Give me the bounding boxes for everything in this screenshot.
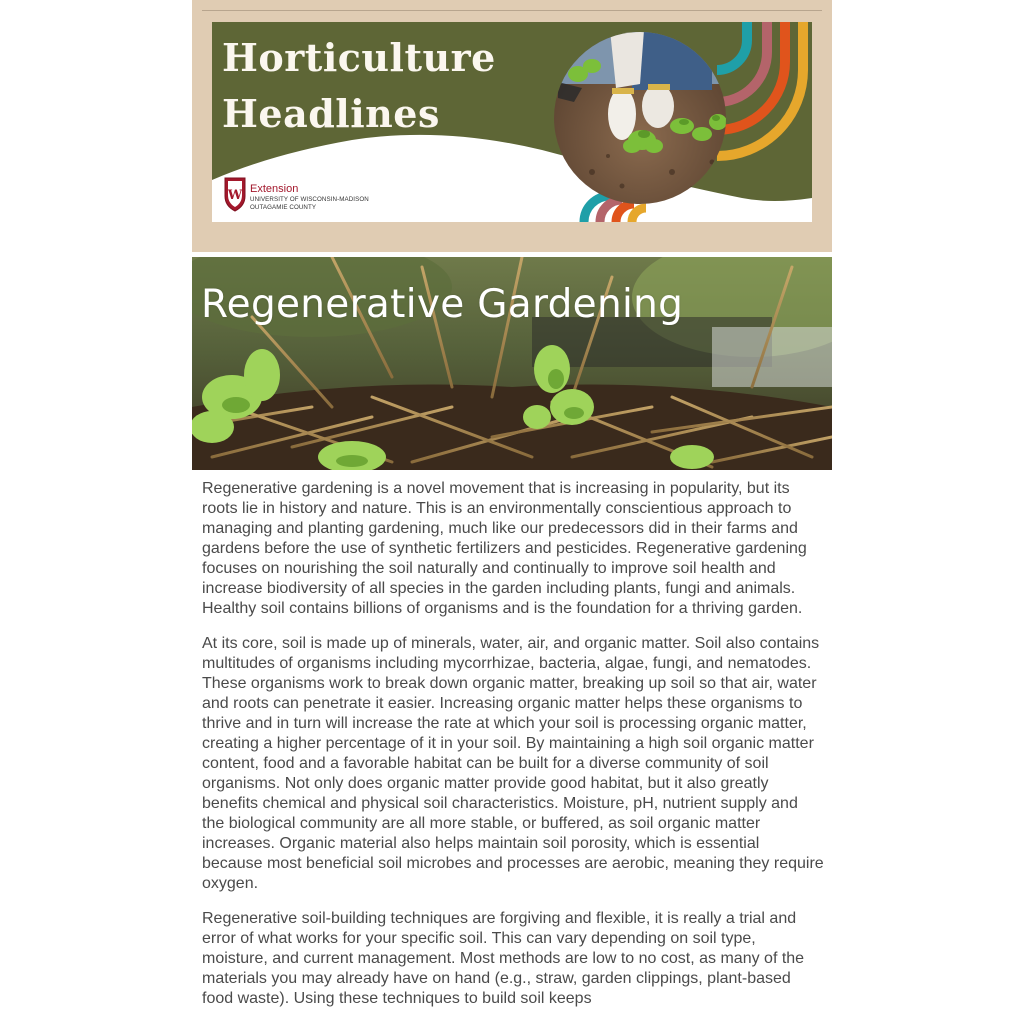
extension-university: UNIVERSITY OF WISCONSIN-MADISON [250,196,369,203]
newsletter-title-line2: Headlines [222,91,440,136]
newsletter-title-line1: Horticulture [222,35,496,80]
regenerative-gardening-hero [192,257,832,470]
article-title: Regenerative Gardening [201,282,684,327]
newsletter-title [222,30,496,142]
uw-crest-icon [222,174,248,212]
article-body [202,479,824,1024]
extension-county: OUTAGAMIE COUNTY [250,203,317,211]
extension-logo [222,174,422,214]
newsletter-header [192,0,832,252]
newsletter-email [192,0,832,1024]
crest-letter: W [227,188,243,203]
extension-name: Extension [250,183,299,195]
horticulture-headlines-banner [212,22,812,222]
article-paragraph: Regenerative soil-building techniques are forgiving and flexible, it is really a trial and error of what works for your specific soil. This can vary depending on soil type, moisture, and current management. Most methods are low to no cost, as many of the materials you may already have on hand (e.g., straw, garden clippings, plant-based food waste). Using these techniques to build soil keeps [202,910,805,1007]
header-divider [202,10,822,11]
article-paragraph: At its core, soil is made up of minerals, water, air, and organic matter. Soil also contains multitudes of organisms including mycorrhizae, bacteria, algae, fungi, and nematodes. These organisms work to break down organic matter, breaking up soil so that air, water and roots can penetrate it easier. Increasing organic matter helps these organisms to thrive and in turn will increase the rate at which your soil is processing organic matter, creating a higher percentage of it in your soil. By maintaining a high soil organic matter content, food and a favorable habitat can be built for a diverse community of soil organisms. Not only does organic matter provide good habitat, but it also greatly benefits chemical and physical soil characteristics. Moisture, pH, nutrient supply and the biological community are all more stable, or buffered, as soil organic matter increases. Organic material also helps maintain soil porosity, which is essential because most beneficial soil microbes and processes are aerobic, meaning they require oxygen. [202,635,824,892]
extension-subtitle [250,196,369,211]
article-paragraph: Regenerative gardening is a novel movement that is increasing in popularity, but its roots lie in history and nature. This is an environmentally conscientious approach to managing and planting gardening, much like our predecessors did in their farms and gardens before the use of synthetic fertilizers and pesticides. Regenerative gardening focuses on nourishing the soil naturally and continually to improve soil health and increase biodiversity of all species in the garden including plants, fungi and animals. Healthy soil contains billions of organisms and is the foundation for a thriving garden. [202,480,807,617]
